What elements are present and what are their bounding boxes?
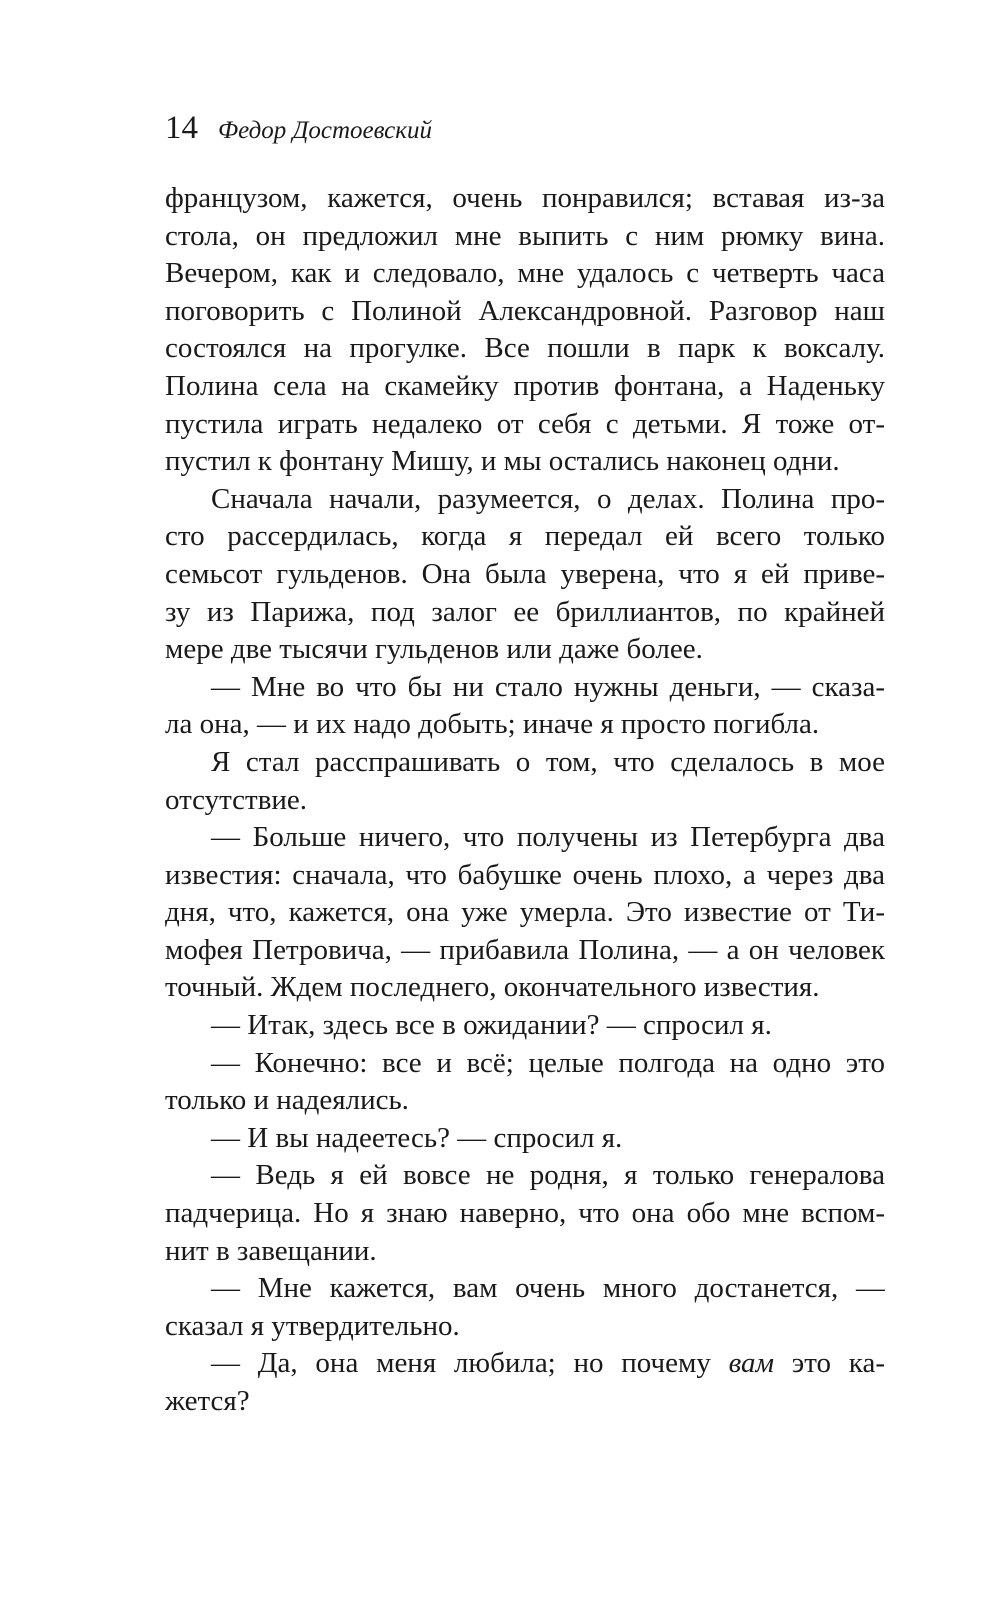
running-head-author: Федор Достоевский	[218, 117, 432, 144]
text-segment: отсутствие.	[165, 783, 308, 816]
page-number: 14	[165, 110, 198, 146]
text-line	[165, 406, 885, 444]
text-line	[165, 556, 885, 594]
text-segment: Полина села на скамейку против фонтана, а Наденьку	[165, 369, 885, 402]
text-segment: — Мне кажется, вам очень много достанется, —	[211, 1272, 885, 1305]
text-line	[165, 782, 885, 820]
text-segment: — И вы надеетесь? — спросил я.	[211, 1121, 623, 1154]
text-line	[165, 1157, 885, 1195]
text-segment: Сначала начали, разумеется, о делах. Полина про-	[211, 482, 885, 515]
body-text	[165, 180, 885, 1421]
text-line	[165, 932, 885, 970]
text-line	[165, 894, 885, 932]
text-segment: — Конечно: все и всё; целые полгода на одно это	[211, 1046, 885, 1079]
text-segment: это ка-	[774, 1347, 885, 1380]
text-line	[165, 368, 885, 406]
text-segment: пустил к фонтану Мишу, и мы остались наконец одни.	[165, 445, 840, 478]
text-segment: семьсот гульденов. Она была уверена, что я ей приве-	[165, 557, 885, 590]
text-segment: мере две тысячи гульденов или даже более.	[165, 633, 703, 666]
text-line	[165, 1270, 885, 1308]
emphasized-text: вам	[728, 1347, 775, 1380]
text-line	[165, 1007, 885, 1045]
text-segment: — Да, она меня любила; но почему	[211, 1347, 729, 1380]
text-segment: состоялся на прогулке. Все пошли в парк к воксалу.	[165, 332, 885, 365]
text-line	[165, 706, 885, 744]
text-line	[165, 330, 885, 368]
text-line	[165, 518, 885, 556]
text-line	[165, 669, 885, 707]
text-line	[165, 857, 885, 895]
text-segment: поговорить с Полиной Александровной. Разговор наш	[165, 294, 885, 327]
text-segment: французом, кажется, очень понравился; вставая из-за	[165, 182, 885, 214]
text-segment: известия: сначала, что бабушке очень плохо, а через два	[165, 858, 885, 891]
text-segment: жется?	[165, 1385, 250, 1417]
text-segment: падчерица. Но я знаю наверно, что она обо мне вспом-	[165, 1197, 885, 1230]
text-line	[165, 744, 885, 782]
text-line	[165, 819, 885, 857]
text-line	[165, 218, 885, 256]
text-segment: — Больше ничего, что получены из Петербурга два	[211, 821, 885, 854]
text-segment: зу из Парижа, под залог ее бриллиантов, по крайней	[165, 595, 885, 628]
text-line	[165, 1120, 885, 1158]
text-segment: мофея Петровича, — прибавила Полина, — а он человек	[165, 933, 885, 966]
text-segment: ла она, — и их надо добыть; иначе я просто погибла.	[165, 708, 820, 741]
text-segment: — Ведь я ей вовсе не родня, я только генералова	[211, 1159, 885, 1192]
text-line	[165, 1233, 885, 1271]
text-segment: — Итак, здесь все в ожидании? — спросил я.	[211, 1009, 772, 1042]
text-line	[165, 1383, 885, 1421]
text-segment: сто рассердилась, когда я передал ей всего только	[165, 520, 885, 553]
text-segment: Я стал расспрашивать о том, что сделалось в мое	[211, 745, 885, 778]
text-segment: дня, что, кажется, она уже умерла. Это известие от Ти-	[165, 896, 885, 929]
text-line	[165, 1045, 885, 1083]
page-header	[165, 110, 432, 154]
text-line	[165, 1308, 885, 1346]
text-segment: нит в завещании.	[165, 1234, 377, 1267]
text-segment: только и надеялись.	[165, 1084, 409, 1117]
text-line	[165, 631, 885, 669]
text-segment: — Мне во что бы ни стало нужны деньги, — сказа-	[211, 670, 885, 703]
text-line	[165, 293, 885, 331]
text-line	[165, 594, 885, 632]
text-line	[165, 1345, 885, 1383]
text-line	[165, 255, 885, 293]
text-line	[165, 443, 885, 481]
text-segment: пустила играть недалеко от себя с детьми. Я тоже от-	[165, 407, 885, 440]
text-segment: стола, он предложил мне выпить с ним рюмку вина.	[165, 219, 885, 252]
text-segment: точный. Ждем последнего, окончательного известия.	[165, 971, 820, 1004]
text-line	[165, 180, 885, 218]
text-line	[165, 1082, 885, 1120]
text-line	[165, 969, 885, 1007]
text-line	[165, 481, 885, 519]
text-segment: сказал я утвердительно.	[165, 1309, 460, 1342]
text-segment: Вечером, как и следовало, мне удалось с четверть часа	[165, 257, 885, 290]
text-line	[165, 1195, 885, 1233]
